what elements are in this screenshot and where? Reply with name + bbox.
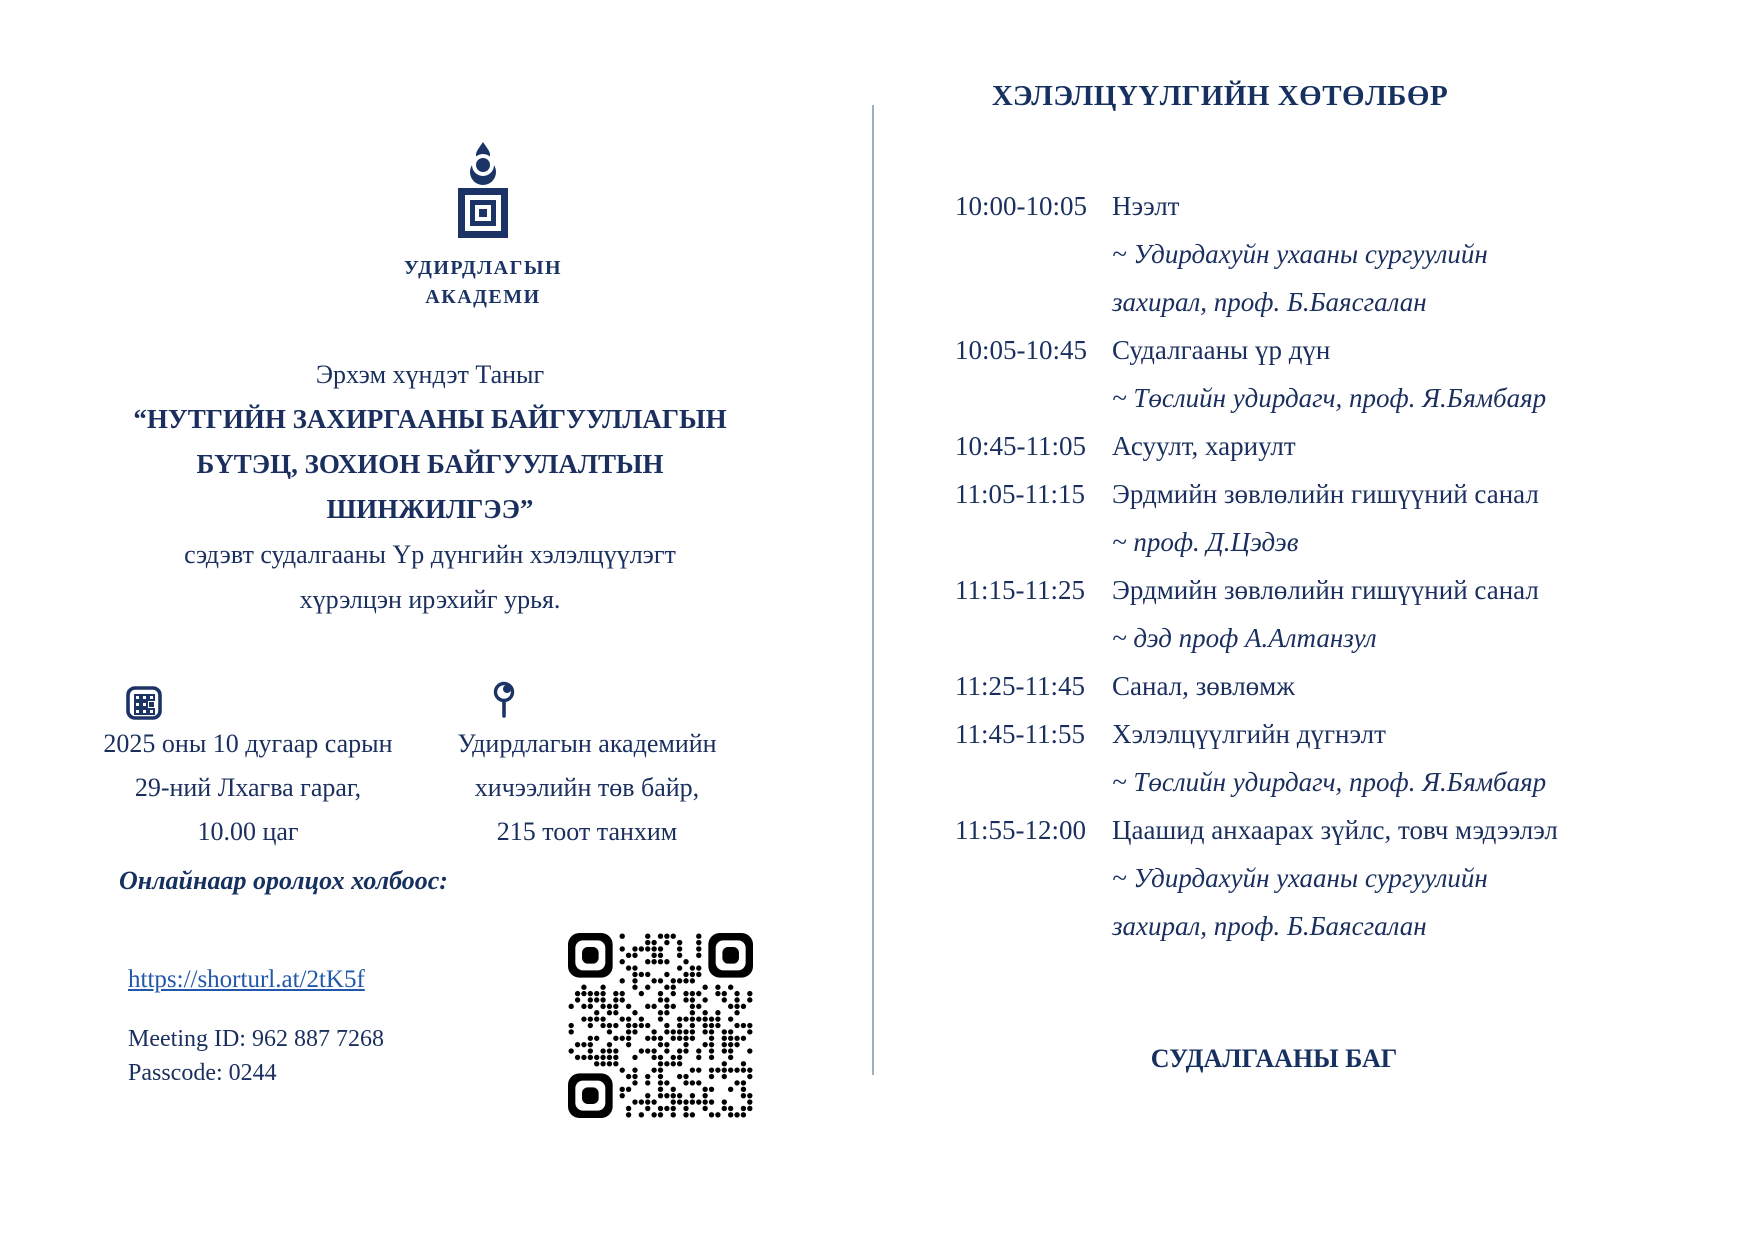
program-activity: Цаашид анхаарах зүйлс, товч мэдээлэл <box>1112 815 1558 845</box>
program-time: 11:15-11:25 <box>955 575 1085 605</box>
program-speaker: ~ проф. Д.Цэдэв <box>1112 527 1299 557</box>
program-speaker: ~ Удирдахуйн ухааны сургуулийн захирал, проф. Б.Баясгалан <box>1112 863 1488 941</box>
program-row <box>955 806 1700 950</box>
event-location <box>437 722 737 854</box>
study-title <box>86 397 774 532</box>
study-title-line3: ШИНЖИЛГЭЭ” <box>326 494 534 524</box>
program-row <box>955 326 1700 422</box>
program-row <box>955 470 1700 566</box>
study-title-line2: БҮТЭЦ, ЗОХИОН БАЙГУУЛАЛТЫН <box>196 449 664 479</box>
academy-emblem-icon <box>333 140 633 245</box>
program-row <box>955 710 1700 806</box>
program-speaker: ~ Төслийн удирдагч, проф. Я.Бямбаяр <box>1112 767 1547 797</box>
event-date <box>96 722 400 854</box>
event-location-line1: Удирдлагын академийн <box>457 729 717 758</box>
program-time: 11:05-11:15 <box>955 479 1085 509</box>
program-activity: Хэлэлцүүлгийн дүгнэлт <box>1112 719 1386 749</box>
program-row <box>955 566 1700 662</box>
program-time: 10:05-10:45 <box>955 335 1087 365</box>
academy-name-line2: АКАДЕМИ <box>425 286 541 308</box>
event-date-line3: 10.00 цаг <box>197 817 299 846</box>
program-activity: Санал, зөвлөмж <box>1112 671 1295 701</box>
program-activity: Судалгааны үр дүн <box>1112 335 1331 365</box>
program-schedule <box>955 182 1700 950</box>
program-time: 11:55-12:00 <box>955 815 1086 845</box>
program-row <box>955 662 1700 710</box>
program-row <box>955 182 1700 326</box>
panel-divider <box>872 105 874 1075</box>
qr-code <box>568 933 753 1118</box>
event-date-line1: 2025 оны 10 дугаар сарын <box>103 729 393 758</box>
event-date-line2: 29-ний Лхагва гараг, <box>134 773 362 802</box>
program-time: 10:00-10:05 <box>955 191 1087 221</box>
program-row <box>955 422 1700 470</box>
academy-name-line1: УДИРДЛАГЫН <box>403 257 563 279</box>
study-title-line1: “НУТГИЙН ЗАХИРГААНЫ БАЙГУУЛЛАГЫН <box>133 404 727 434</box>
program-speaker: ~ Төслийн удирдагч, проф. Я.Бямбаяр <box>1112 383 1547 413</box>
academy-name <box>333 254 633 312</box>
program-time: 11:25-11:45 <box>955 671 1085 701</box>
program-activity: Асуулт, хариулт <box>1112 431 1296 461</box>
invitation-greeting: Эрхэм хүндэт Таныг <box>315 360 545 389</box>
program-time: 10:45-11:05 <box>955 431 1086 461</box>
program-speaker: ~ Удирдахуйн ухааны сургуулийн захирал, проф. Б.Баясгалан <box>1112 239 1488 317</box>
online-participation-label: Онлайнаар оролцох холбоос: <box>119 866 448 895</box>
research-team-label: СУДАЛГААНЫ БАГ <box>1150 1044 1398 1073</box>
event-location-line2: хичээлийн төв байр, <box>474 773 700 802</box>
program-activity: Нээлт <box>1112 191 1180 221</box>
academy-logo <box>333 140 633 312</box>
meeting-id: Meeting ID: 962 887 7268 <box>128 1026 384 1052</box>
meeting-credentials <box>128 1022 384 1090</box>
program-speaker: ~ дэд проф А.Алтанзул <box>1112 623 1377 653</box>
location-pin-icon <box>492 681 516 724</box>
event-location-line3: 215 тоот танхим <box>496 817 678 846</box>
program-title: ХЭЛЭЛЦҮҮЛГИЙН ХӨТӨЛБӨР <box>991 80 1449 112</box>
program-activity: Эрдмийн зөвлөлийн гишүүний санал <box>1112 479 1539 509</box>
program-activity: Эрдмийн зөвлөлийн гишүүний санал <box>1112 575 1539 605</box>
invitation-text <box>86 352 774 622</box>
invitation-subtitle-line1: сэдэвт судалгааны Үр дүнгийн хэлэлцүүлэгт <box>184 540 676 569</box>
invitation-subtitle-line2: хүрэлцэн ирэхийг урья. <box>299 585 561 614</box>
calendar-icon <box>126 686 162 725</box>
program-time: 11:45-11:55 <box>955 719 1085 749</box>
meeting-passcode: Passcode: 0244 <box>128 1060 277 1086</box>
meeting-link[interactable]: https://shorturl.at/2tK5f <box>128 966 365 993</box>
